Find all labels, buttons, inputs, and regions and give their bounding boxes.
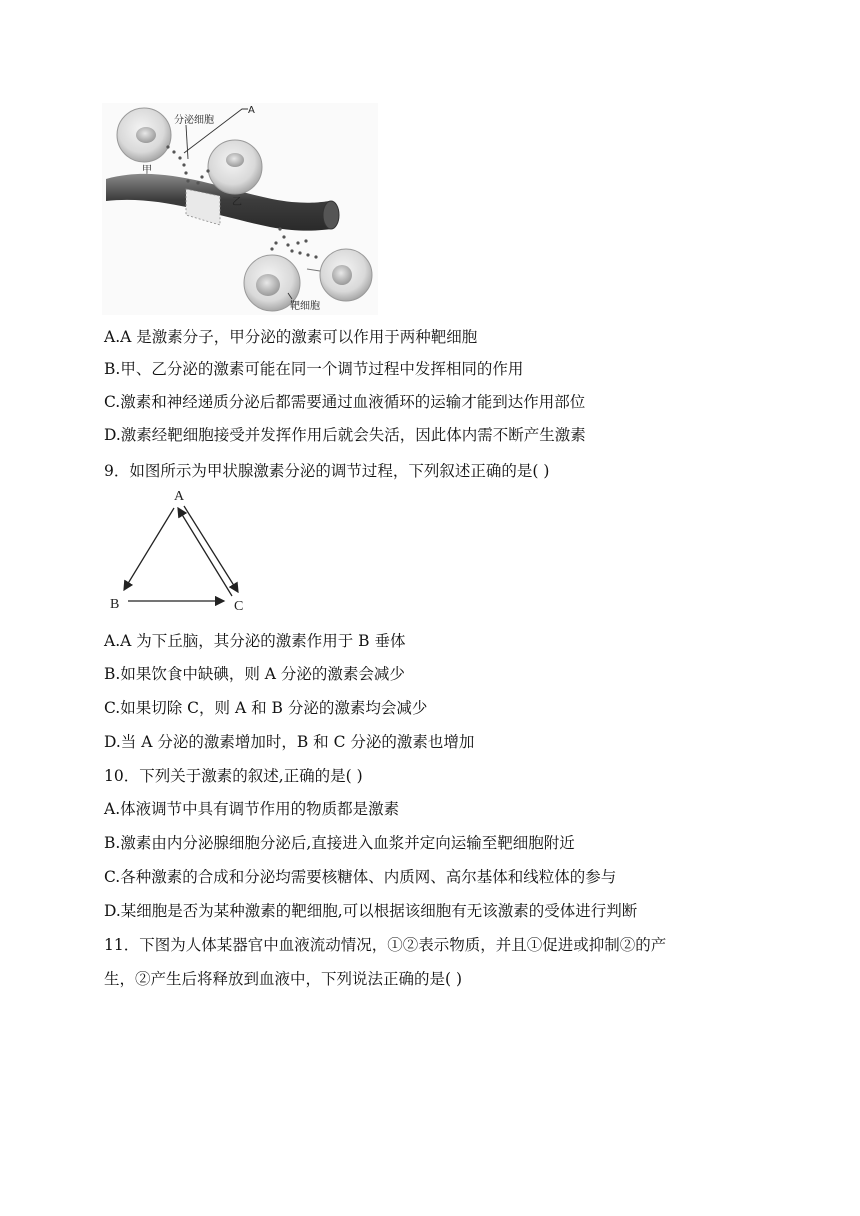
q10-option-c: C.各种激素的合成和分泌均需要核糖体、内质网、高尔基体和线粒体的参与: [104, 868, 617, 886]
nucleus-yi: [226, 153, 244, 167]
q9-option-a: A.A 为下丘脑，其分泌的激素作用于 B 垂体: [104, 632, 406, 650]
nucleus-target-left: [256, 274, 280, 296]
vessel-opening: [323, 201, 339, 229]
nucleus-jia: [136, 127, 156, 143]
q10-option-d: D.某细胞是否为某种激素的靶细胞,可以根据该细胞有无该激素的受体进行判断: [104, 902, 638, 920]
nucleus-target-right: [332, 265, 352, 285]
label-jia: 甲: [142, 165, 152, 176]
q9-stem: 9．如图所示为甲状腺激素分泌的调节过程，下列叙述正确的是( ): [104, 462, 550, 480]
label-secretory-cell: 分泌细胞: [174, 115, 214, 126]
q10-option-b: B.激素由内分泌腺细胞分泌后,直接进入血浆并定向运输至靶细胞附近: [104, 834, 575, 852]
q9-option-b: B.如果饮食中缺碘，则 A 分泌的激素会减少: [104, 665, 405, 683]
q11-stem-line2: 生，②产生后将释放到血液中，下列说法正确的是( ): [104, 970, 463, 988]
node-b: B: [110, 597, 120, 612]
node-c: C: [234, 599, 244, 614]
hormone-secretion-figure: [102, 103, 378, 315]
q8-option-c: C.激素和神经递质分泌后都需要通过血液循环的运输才能到达作用部位: [104, 393, 586, 411]
arrow-a-to-c: [184, 506, 238, 592]
q8-option-a: A.A 是激素分子，甲分泌的激素可以作用于两种靶细胞: [104, 328, 478, 346]
q9-option-c: C.如果切除 C，则 A 和 B 分泌的激素均会减少: [104, 699, 428, 717]
q8-option-d: D.激素经靶细胞接受并发挥作用后就会失活，因此体内需不断产生激素: [104, 426, 586, 444]
q10-stem: 10．下列关于激素的叙述,正确的是( ): [104, 767, 363, 785]
label-target-cell: 靶细胞: [290, 301, 320, 312]
node-a: A: [174, 489, 185, 504]
q11-stem-line1: 11．下图为人体某器官中血液流动情况，①②表示物质，并且①促进或抑制②的产: [104, 936, 667, 954]
q8-option-b: B.甲、乙分泌的激素可能在同一个调节过程中发挥相同的作用: [104, 360, 524, 378]
q9-option-d: D.当 A 分泌的激素增加时，B 和 C 分泌的激素也增加: [104, 733, 475, 751]
arrow-c-to-a: [178, 508, 232, 596]
label-a: A: [248, 105, 255, 116]
thyroid-regulation-diagram: [104, 486, 254, 614]
label-yi: 乙: [232, 197, 242, 208]
q10-option-a: A.体液调节中具有调节作用的物质都是激素: [104, 800, 400, 818]
arrow-a-to-b: [124, 508, 174, 590]
